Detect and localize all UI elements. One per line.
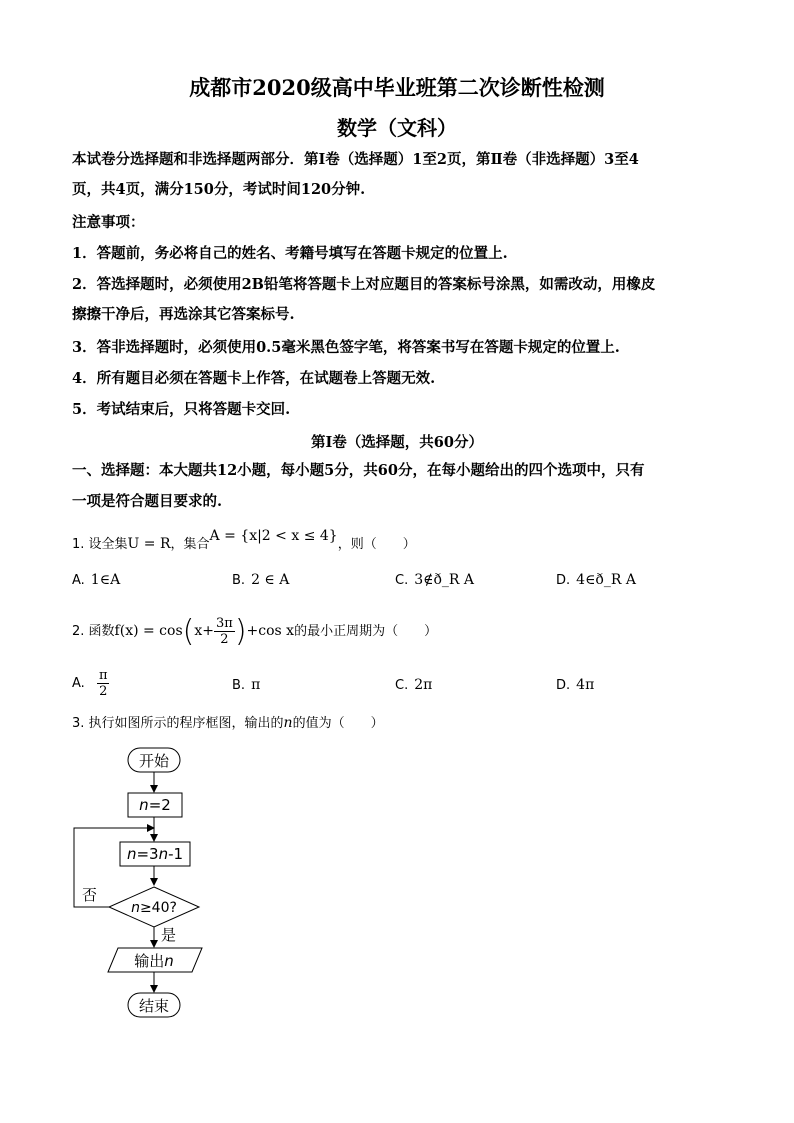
q2-func-x-plus: x+	[194, 623, 214, 639]
note-1: 1．答题前，务必将自己的姓名、考籍号填写在答题卡规定的位置上.	[72, 245, 508, 262]
q1-option-c: C. 3∉ð_R A	[395, 572, 475, 588]
intro-line-1: 本试卷分选择题和非选择题两部分．第Ⅰ卷（选择题）1至2页，第Ⅱ卷（非选择题）3至4	[72, 151, 639, 168]
question-2: 2. 函数f(x) = cos(x+ $\frac{3\pi}{2}$ )+cos x的最小正周期为（ ）	[72, 614, 438, 649]
exam-subtitle: 数学（文科）	[337, 116, 457, 140]
q2-option-d: D. 4π	[556, 677, 595, 693]
q1-set-a: A = {x|2 < x ≤ 4}	[209, 528, 338, 544]
flowchart-end-label: 结束	[138, 997, 170, 1015]
q2-stem-a: 2. 函数	[72, 624, 115, 639]
notes-heading: 注意事项：	[72, 214, 145, 231]
flowchart-init-label: n=2	[139, 796, 171, 814]
q2-func-rhs: +cos x	[246, 623, 295, 639]
flowchart-output-label: 输出n	[134, 952, 174, 970]
q2-stem-b: 的最小正周期为（ ）	[294, 624, 438, 639]
flowchart-decision-label: n≥40?	[131, 900, 177, 916]
q2-fraction: $\frac{3\pi}{2}$	[216, 616, 233, 647]
q1-stem-b: ，集合	[170, 537, 210, 552]
note-2-line-2: 擦擦干净后，再选涂其它答案标号.	[72, 306, 295, 323]
note-2-line-1: 2．答选择题时，必须使用2B铅笔将答题卡上对应题目的答案标号涂黑，如需改动，用橡皮	[72, 276, 656, 293]
q1-option-a: A. 1∈A	[72, 572, 121, 588]
q3-stem-b: 的值为（ ）	[292, 716, 384, 731]
flowchart-yes-label: 是	[161, 926, 177, 944]
q3-stem-a: 3. 执行如图所示的程序框图，输出的	[72, 716, 284, 731]
q1-set-u: U = R	[127, 536, 171, 552]
note-5: 5．考试结束后，只将答题卡交回.	[72, 401, 291, 418]
q1-stem-c: ，则（ ）	[337, 537, 416, 552]
flowchart-diagram	[60, 740, 220, 1030]
q1-option-d: D. 4∈ð_R A	[556, 572, 636, 588]
question-1	[72, 528, 416, 552]
flowchart-start-label: 开始	[138, 752, 170, 770]
note-4: 4．所有题目必须在答题卡上作答，在试题卷上答题无效.	[72, 370, 436, 387]
section-instruction-line-1: 一、选择题：本大题共12小题，每小题5分，共60分，在每小题给出的四个选项中，只有	[72, 462, 645, 479]
q2-option-b: B. π	[232, 677, 261, 693]
q3-var-n: n	[283, 715, 293, 731]
flowchart-process-label: n=3n-1	[126, 845, 184, 863]
q2-func-lhs: f(x) = cos	[114, 623, 183, 639]
part-one-heading: 第Ⅰ卷（选择题，共60分）	[311, 434, 483, 451]
q2-option-a: A. $\frac{\pi}{2}$	[72, 668, 108, 699]
question-3	[72, 712, 384, 731]
q1-stem-a: 1. 设全集	[72, 537, 128, 552]
section-instruction-line-2: 一项是符合题目要求的.	[72, 493, 223, 510]
flowchart-no-label: 否	[82, 886, 98, 904]
q2-option-c: C. 2π	[395, 677, 433, 693]
exam-title: 成都市2020级高中毕业班第二次诊断性检测	[189, 75, 605, 100]
q1-option-b: B. 2 ∈ A	[232, 572, 290, 588]
intro-line-2: 页，共4页，满分150分，考试时间120分钟.	[72, 181, 366, 198]
note-3: 3．答非选择题时，必须使用0.5毫米黑色签字笔，将答案书写在答题卡规定的位置上.	[72, 339, 620, 356]
